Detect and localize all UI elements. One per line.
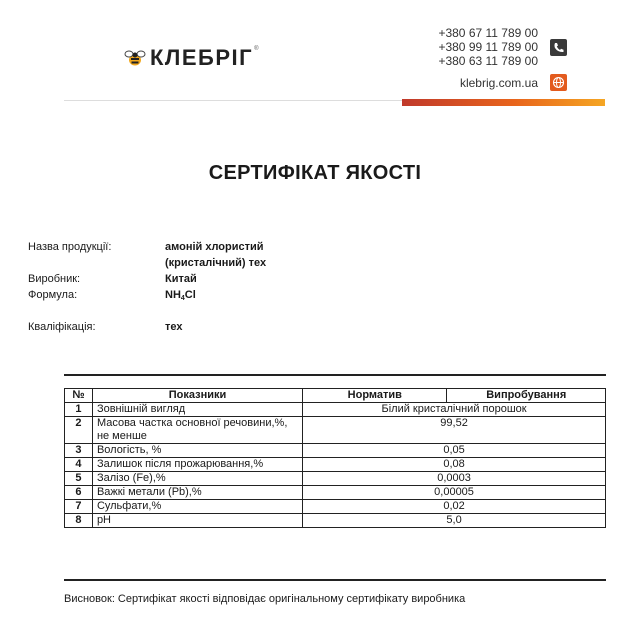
table-header-row	[65, 389, 606, 403]
row-indicator: Важкі метали (Pb),%	[92, 486, 302, 500]
row-number: 2	[65, 417, 93, 444]
row-value: 0,05	[303, 444, 606, 458]
registered-mark: ®	[254, 46, 259, 52]
formula-tail: Cl	[184, 289, 196, 301]
table-row	[65, 500, 606, 514]
header-no: №	[65, 389, 93, 403]
product-value-line2: (кристалічний) тех	[165, 257, 267, 269]
table-row	[65, 472, 606, 486]
row-indicator: Вологість, %	[92, 444, 302, 458]
row-value: 0,00005	[303, 486, 606, 500]
table-row	[65, 514, 606, 528]
formula-value	[165, 288, 196, 306]
row-indicator: Залізо (Fe),%	[92, 472, 302, 486]
phone-number[interactable]: +380 99 11 789 00	[438, 40, 538, 54]
header-divider	[64, 100, 404, 101]
phone-icon	[550, 39, 567, 56]
row-indicator: Сульфати,%	[92, 500, 302, 514]
qualification-label: Кваліфікація:	[28, 321, 96, 333]
row-value: Білий кристалічний порошок	[303, 403, 606, 417]
table-row	[65, 403, 606, 417]
row-number: 4	[65, 458, 93, 472]
row-indicator: Масова частка основної речовини,%, не менше	[92, 417, 302, 444]
formula-label: Формула:	[28, 289, 78, 301]
table-top-rule	[64, 374, 606, 376]
table-row	[65, 486, 606, 500]
row-value: 99,52	[303, 417, 606, 444]
conclusion-text: Висновок: Сертифікат якості відповідає оригінальному сертифікату виробника	[64, 593, 466, 605]
website-link[interactable]: klebrig.com.ua	[459, 76, 538, 90]
row-number: 3	[65, 444, 93, 458]
row-indicator: Залишок після прожарювання,%	[92, 458, 302, 472]
formula-main: NH	[165, 289, 181, 301]
brand-logo	[124, 44, 259, 72]
row-number: 5	[65, 472, 93, 486]
header-indicator: Показники	[92, 389, 302, 403]
table-row	[65, 417, 606, 444]
bee-icon	[124, 47, 146, 69]
row-value: 5,0	[303, 514, 606, 528]
row-indicator: Зовнішній вигляд	[92, 403, 302, 417]
phone-number[interactable]: +380 67 11 789 00	[438, 26, 538, 40]
table-row	[65, 458, 606, 472]
product-label: Назва продукції:	[28, 241, 112, 253]
phone-number[interactable]: +380 63 11 789 00	[438, 54, 538, 68]
row-value: 0,0003	[303, 472, 606, 486]
row-value: 0,08	[303, 458, 606, 472]
row-value: 0,02	[303, 500, 606, 514]
manufacturer-label: Виробник:	[28, 273, 81, 285]
row-number: 8	[65, 514, 93, 528]
row-indicator: pH	[92, 514, 302, 528]
header-test: Випробування	[447, 389, 606, 403]
brand-name: КЛЕБРІГ	[150, 45, 254, 70]
manufacturer-value: Китай	[165, 273, 197, 285]
specification-table	[64, 388, 606, 528]
table-row	[65, 444, 606, 458]
header-accent-bar	[402, 99, 605, 106]
phone-list	[438, 26, 538, 68]
product-value-line1: амоній хлористий	[165, 241, 264, 253]
qualification-value: тех	[165, 321, 183, 333]
row-number: 1	[65, 403, 93, 417]
globe-icon	[550, 74, 567, 91]
row-number: 6	[65, 486, 93, 500]
row-number: 7	[65, 500, 93, 514]
header-norm: Норматив	[303, 389, 447, 403]
table-bottom-rule	[64, 579, 606, 581]
formula-subscript: 4	[180, 295, 185, 302]
page-title: СЕРТИФІКАТ ЯКОСТІ	[208, 162, 422, 184]
